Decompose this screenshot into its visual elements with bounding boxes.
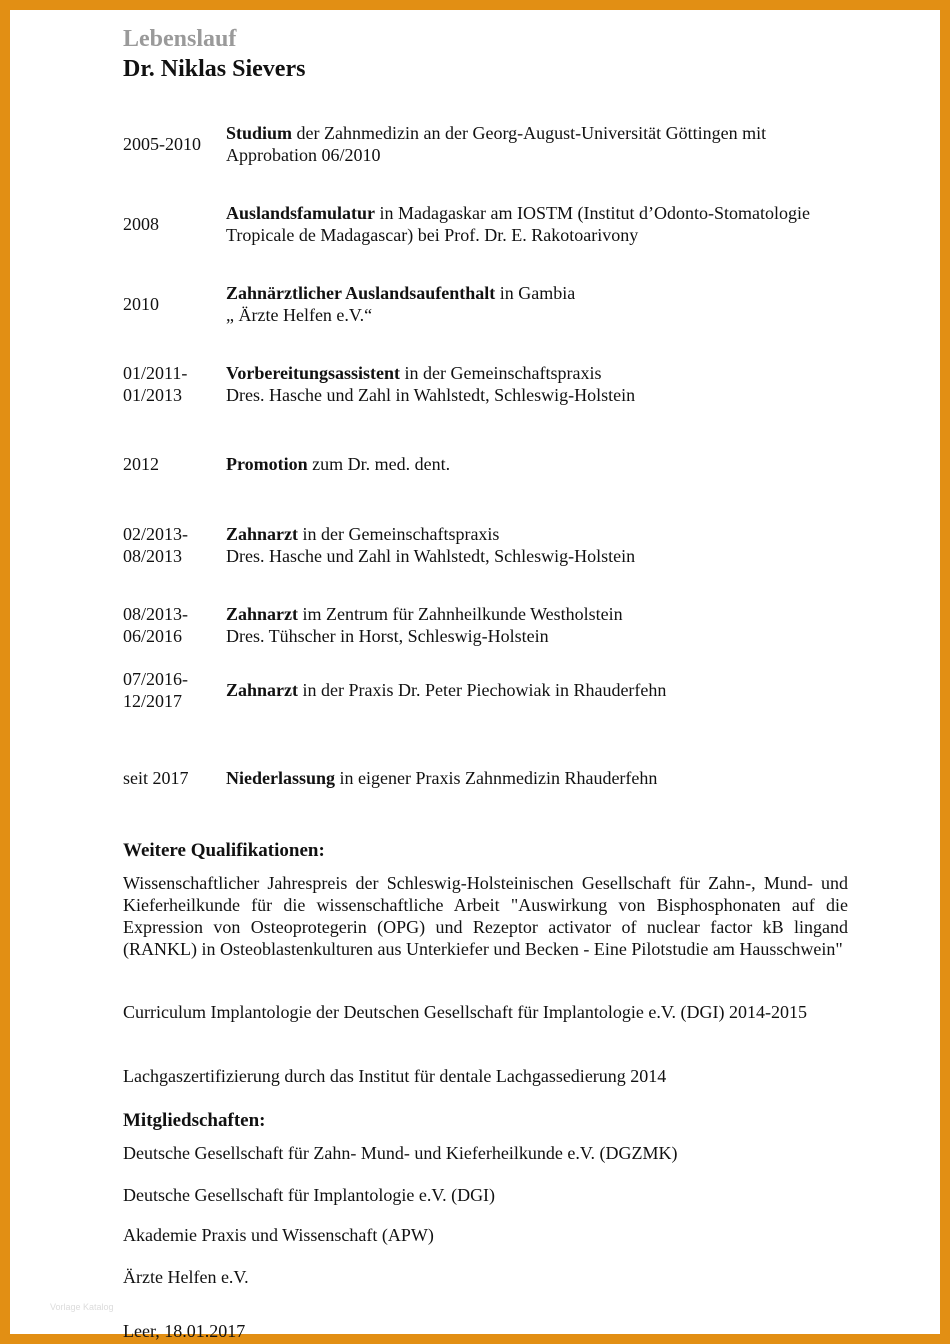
cv-entry <box>123 282 848 326</box>
entry-text <box>226 603 848 647</box>
cv-entry <box>123 668 848 712</box>
membership-item: Deutsche Gesellschaft für Implantologie e.V. (DGI) <box>123 1185 496 1205</box>
cv-entry <box>123 122 848 166</box>
entry-date: 2005-2010 <box>123 134 201 154</box>
entry-text <box>226 362 848 406</box>
cv-document <box>123 24 848 1341</box>
entry-desc: in der Gemeinschaftspraxis <box>298 524 500 544</box>
entry-text <box>226 202 848 246</box>
cv-entry <box>123 453 848 475</box>
cv-entry <box>123 362 848 406</box>
membership-item: Deutsche Gesellschaft für Zahn- Mund- und Kieferheilkunde e.V. (DGZMK) <box>123 1143 678 1163</box>
entry-date: 2008 <box>123 214 159 234</box>
entry-title: Zahnärztlicher Auslandsaufenthalt <box>226 283 496 303</box>
entry-text <box>226 453 848 475</box>
entry-desc: in der Praxis Dr. Peter Piechowiak in Rhauderfehn <box>298 680 667 700</box>
entry-title: Zahnarzt <box>226 680 298 700</box>
entry-date: 2010 <box>123 294 159 314</box>
entry-desc: in der Gemeinschaftspraxis <box>400 363 602 383</box>
entry-desc-line2: Approbation 06/2010 <box>226 145 381 165</box>
entry-title: Vorbereitungsassistent <box>226 363 401 383</box>
document-label: Lebenslauf <box>123 26 237 52</box>
entry-desc: in eigener Praxis Zahnmedizin Rhauderfehn <box>335 768 658 788</box>
entry-desc: zum Dr. med. dent. <box>307 454 451 474</box>
place-date: Leer, 18.01.2017 <box>123 1321 246 1341</box>
entry-title: Auslandsfamulatur <box>226 203 376 223</box>
entry-title: Promotion <box>226 454 308 474</box>
entry-desc-line2: Dres. Tühscher in Horst, Schleswig-Holstein <box>226 626 549 646</box>
entry-date: 07/2016- 12/2017 <box>123 669 188 711</box>
entry-date: 08/2013- 06/2016 <box>123 604 188 646</box>
entry-date: seit 2017 <box>123 768 189 788</box>
entry-text <box>226 122 848 166</box>
entry-title: Zahnarzt <box>226 524 298 544</box>
entry-title: Niederlassung <box>226 768 336 788</box>
cv-entry <box>123 202 848 246</box>
entry-desc: der Zahnmedizin an der Georg-August-Universität Göttingen mit <box>292 123 767 143</box>
entry-desc-line2: „ Ärzte Helfen e.V.“ <box>226 305 373 325</box>
qualification-item: Lachgaszertifizierung durch das Institut für dentale Lachgassedierung 2014 <box>123 1066 667 1086</box>
cv-entry <box>123 603 848 647</box>
entry-text <box>226 767 848 789</box>
qualifications-heading: Weitere Qualifikationen: <box>123 840 325 861</box>
entry-text <box>226 282 848 326</box>
entry-text <box>226 679 848 701</box>
entry-desc-line2: Tropicale de Madagascar) bei Prof. Dr. E. Rakotoarivony <box>226 225 639 245</box>
entry-desc: im Zentrum für Zahnheilkunde Westholstein <box>298 604 623 624</box>
entry-title: Studium <box>226 123 293 143</box>
entry-date: 02/2013- 08/2013 <box>123 524 188 566</box>
membership-item: Akademie Praxis und Wissenschaft (APW) <box>123 1225 434 1245</box>
entry-text <box>226 523 848 567</box>
qualification-item: Curriculum Implantologie der Deutschen Gesellschaft für Implantologie e.V. (DGI) 2014-2015 <box>123 1002 807 1022</box>
entry-date: 01/2011- 01/2013 <box>123 363 188 405</box>
memberships-heading: Mitgliedschaften: <box>123 1110 266 1131</box>
entry-desc-line2: Dres. Hasche und Zahl in Wahlstedt, Schleswig-Holstein <box>226 546 636 566</box>
cv-entry <box>123 523 848 567</box>
entry-desc: in Madagaskar am IOSTM (Institut d’Odonto-Stomatologie <box>375 203 810 223</box>
entry-title: Zahnarzt <box>226 604 298 624</box>
watermark-text: Vorlage Katalog <box>50 1302 114 1312</box>
qualification-item: Wissenschaftlicher Jahrespreis der Schleswig-Holsteinischen Gesellschaft für Zahn-, Mund- und Kieferheilkunde für die wissenschaftliche Arbeit "Auswirkung von Bisphosphonaten auf die Expression von Osteoprotegerin (OPG) und Rezeptor activator of nuclear factor kB lingand (RANKL) in Osteoblastenkulturen aus Unterkiefer und Becken - Eine Pilotstudie am Hausschwein" <box>123 873 848 959</box>
person-name: Dr. Niklas Sievers <box>123 56 306 82</box>
cv-entry <box>123 767 848 789</box>
membership-item: Ärzte Helfen e.V. <box>123 1267 249 1287</box>
entry-desc-line2: Dres. Hasche und Zahl in Wahlstedt, Schleswig-Holstein <box>226 385 636 405</box>
entry-date: 2012 <box>123 454 159 474</box>
entry-desc: in Gambia <box>495 283 576 303</box>
